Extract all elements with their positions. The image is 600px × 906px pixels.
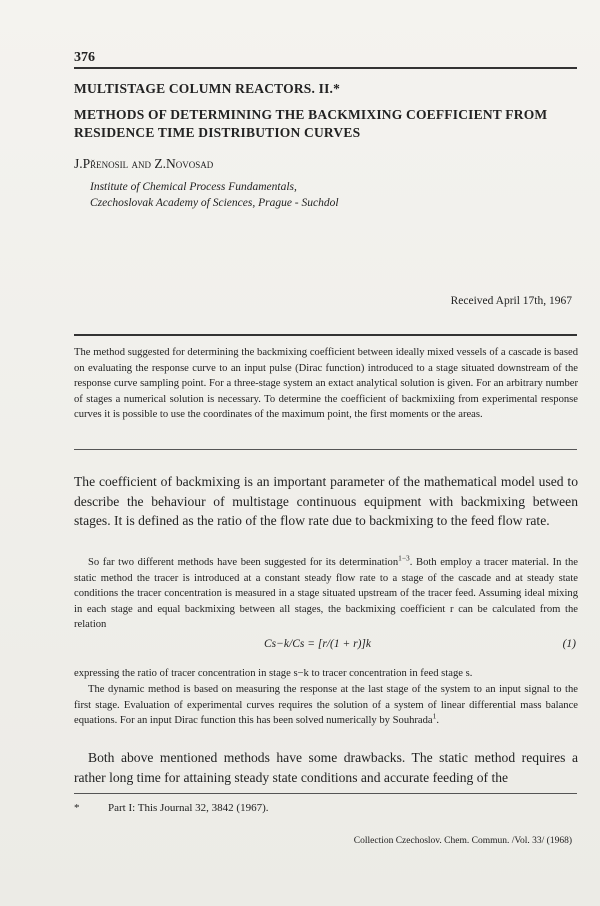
footnote-text: Part I: This Journal 32, 3842 (1967). [108, 802, 269, 814]
paragraph-2 [74, 555, 578, 633]
footnote [74, 802, 269, 814]
equation-1 [74, 638, 578, 656]
equation-text: Cs−k/Cs = [r/(1 + r)]k [264, 638, 371, 650]
footnote-mark: * [74, 802, 80, 814]
citation-1-3: 1−3 [398, 553, 410, 563]
paragraph-4-text: The dynamic method is based on measuring the response at the last stage of the system to an input signal to the first stage. Evaluation of experimental curves requires the solution of a system of linear differential mass balance equations. For an input Dirac function this has been solved numerically by Souhrada [74, 684, 578, 727]
affiliation-line-2: Czechoslovak Academy of Sciences, Prague - Suchdol [90, 197, 339, 209]
received-date: Received April 17th, 1967 [450, 295, 572, 307]
journal-footer: Collection Czechoslov. Chem. Commun. /Vol. 33/ (1968) [353, 836, 572, 846]
paragraph-4-end: . [436, 715, 439, 727]
abstract-bottom-rule [74, 449, 577, 450]
abstract: The method suggested for determining the backmixing coefficient between ideally mixed vessels of a cascade is based on evaluating the response curve to an input pulse (Dirac function) introduced to a stage situated downstream of the response curve sampling point. For a three-stage system an extact analytical solution is given. For an arbitrary number of stages a numerical solution is necessary. To determine the coefficient of backmixiing from experimental response curves it is possible to use the coordinates of the maximum point, the first moments or the areas. [74, 347, 578, 421]
equation-number: (1) [562, 638, 576, 650]
article-title: MULTISTAGE COLUMN REACTORS. II.* [74, 81, 341, 96]
paragraph-4 [74, 682, 578, 729]
paragraph-2-text: So far two different methods have been suggested for its determination [88, 557, 399, 568]
abstract-top-rule [74, 334, 577, 336]
citation-1: 1 [432, 711, 437, 721]
page-number: 376 [74, 50, 95, 65]
affiliation [90, 179, 339, 211]
paragraph-3: expressing the ratio of tracer concentration in stage s−k to tracer concentration in feed stage s. [74, 668, 473, 679]
footnote-rule [74, 793, 577, 794]
article-subtitle: METHODS OF DETERMINING THE BACKMIXING COEFFICIENT FROM RESIDENCE TIME DISTRIBUTION CURVES [74, 107, 548, 140]
affiliation-line-1: Institute of Chemical Process Fundamentals, [90, 181, 297, 193]
intro-paragraph: The coefficient of backmixing is an important parameter of the mathematical model used to describe the behaviour of multistage continuous equipment with backmixing between stages. It is defined as the ratio of the flow rate due to backmixing to the feed flow rate. [74, 474, 578, 528]
paragraph-2-rest: . Both employ a tracer material. In the static method the tracer is introduced at a constant steady flow rate to a stage of the cascade and at steady state conditions the tracer concentration is measured in a stage situated upstream of the tracer feed. Assuming ideal mixing in each stage and equal backmixing between all stages, the backmixing coefficient r can be calculated from the relation [74, 557, 578, 631]
authors: J.Přenosil and Z.Novosad [74, 156, 214, 171]
paragraph-5: Both above mentioned methods have some drawbacks. The static method requires a rather long time for attaining steady state conditions and accurate feeding of the [74, 750, 578, 785]
header-rule [74, 67, 577, 69]
